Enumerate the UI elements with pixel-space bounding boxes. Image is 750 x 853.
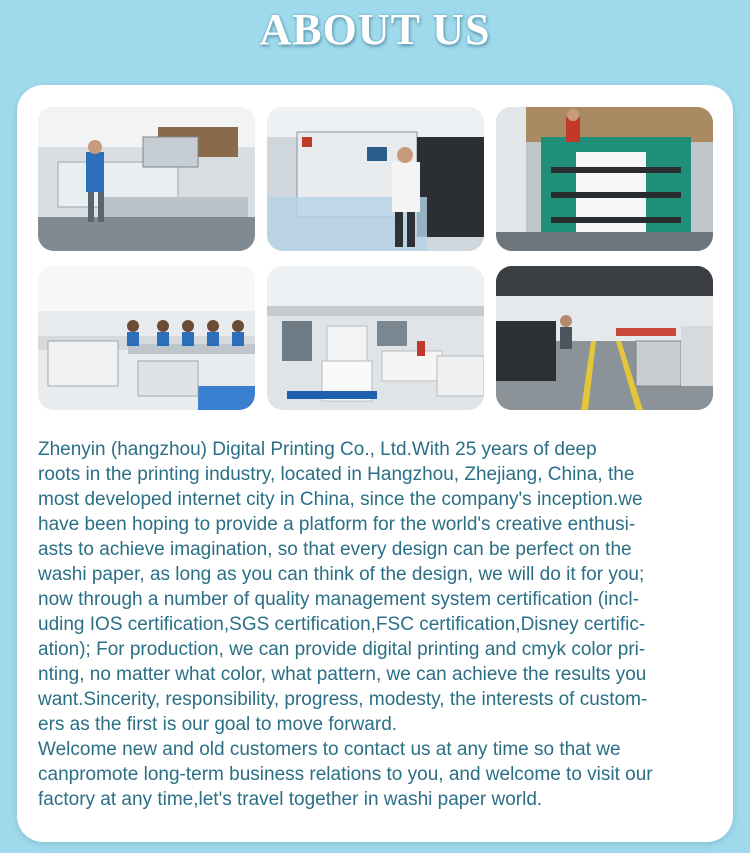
cutting-machine-photo [38,107,255,251]
about-paragraph: Zhenyin (hangzhou) Digital Printing Co., Ltd.With 25 years of deep roots in the printing industry, located in Hangzhou, Zhejiang, China, the most developed internet city in China, since the company's inception.we have been hoping to provide a platform for the world's creative enthusi- asts to achieve imagination, so that every design can be perfect on the washi paper, as long as you can think of the design, we will do it for you; now through a number of quality management system certification (incl- uding IOS certification,SGS certification,FSC certification,Disney certific- ation); For production, we can provide digital printing and cmyk color pri- nting, no matter what color, what pattern, we can achieve the results you want.Sincerity, responsibility, progress, modesty, the interests of custom- ers as the first is our goal to move forward. Welcome new and old customers to contact us at any time so that we canpromote long-term business relations to you, and welcome to visit our factory at any time,let's travel together in washi paper world. [38,439,653,810]
factory-floor-photo [496,266,713,410]
paper-guillotine-photo [267,107,484,251]
warehouse-photo [267,266,484,410]
page-title: ABOUT US [259,5,491,54]
printing-press-photo [496,107,713,251]
packing-line-photo [38,266,255,410]
